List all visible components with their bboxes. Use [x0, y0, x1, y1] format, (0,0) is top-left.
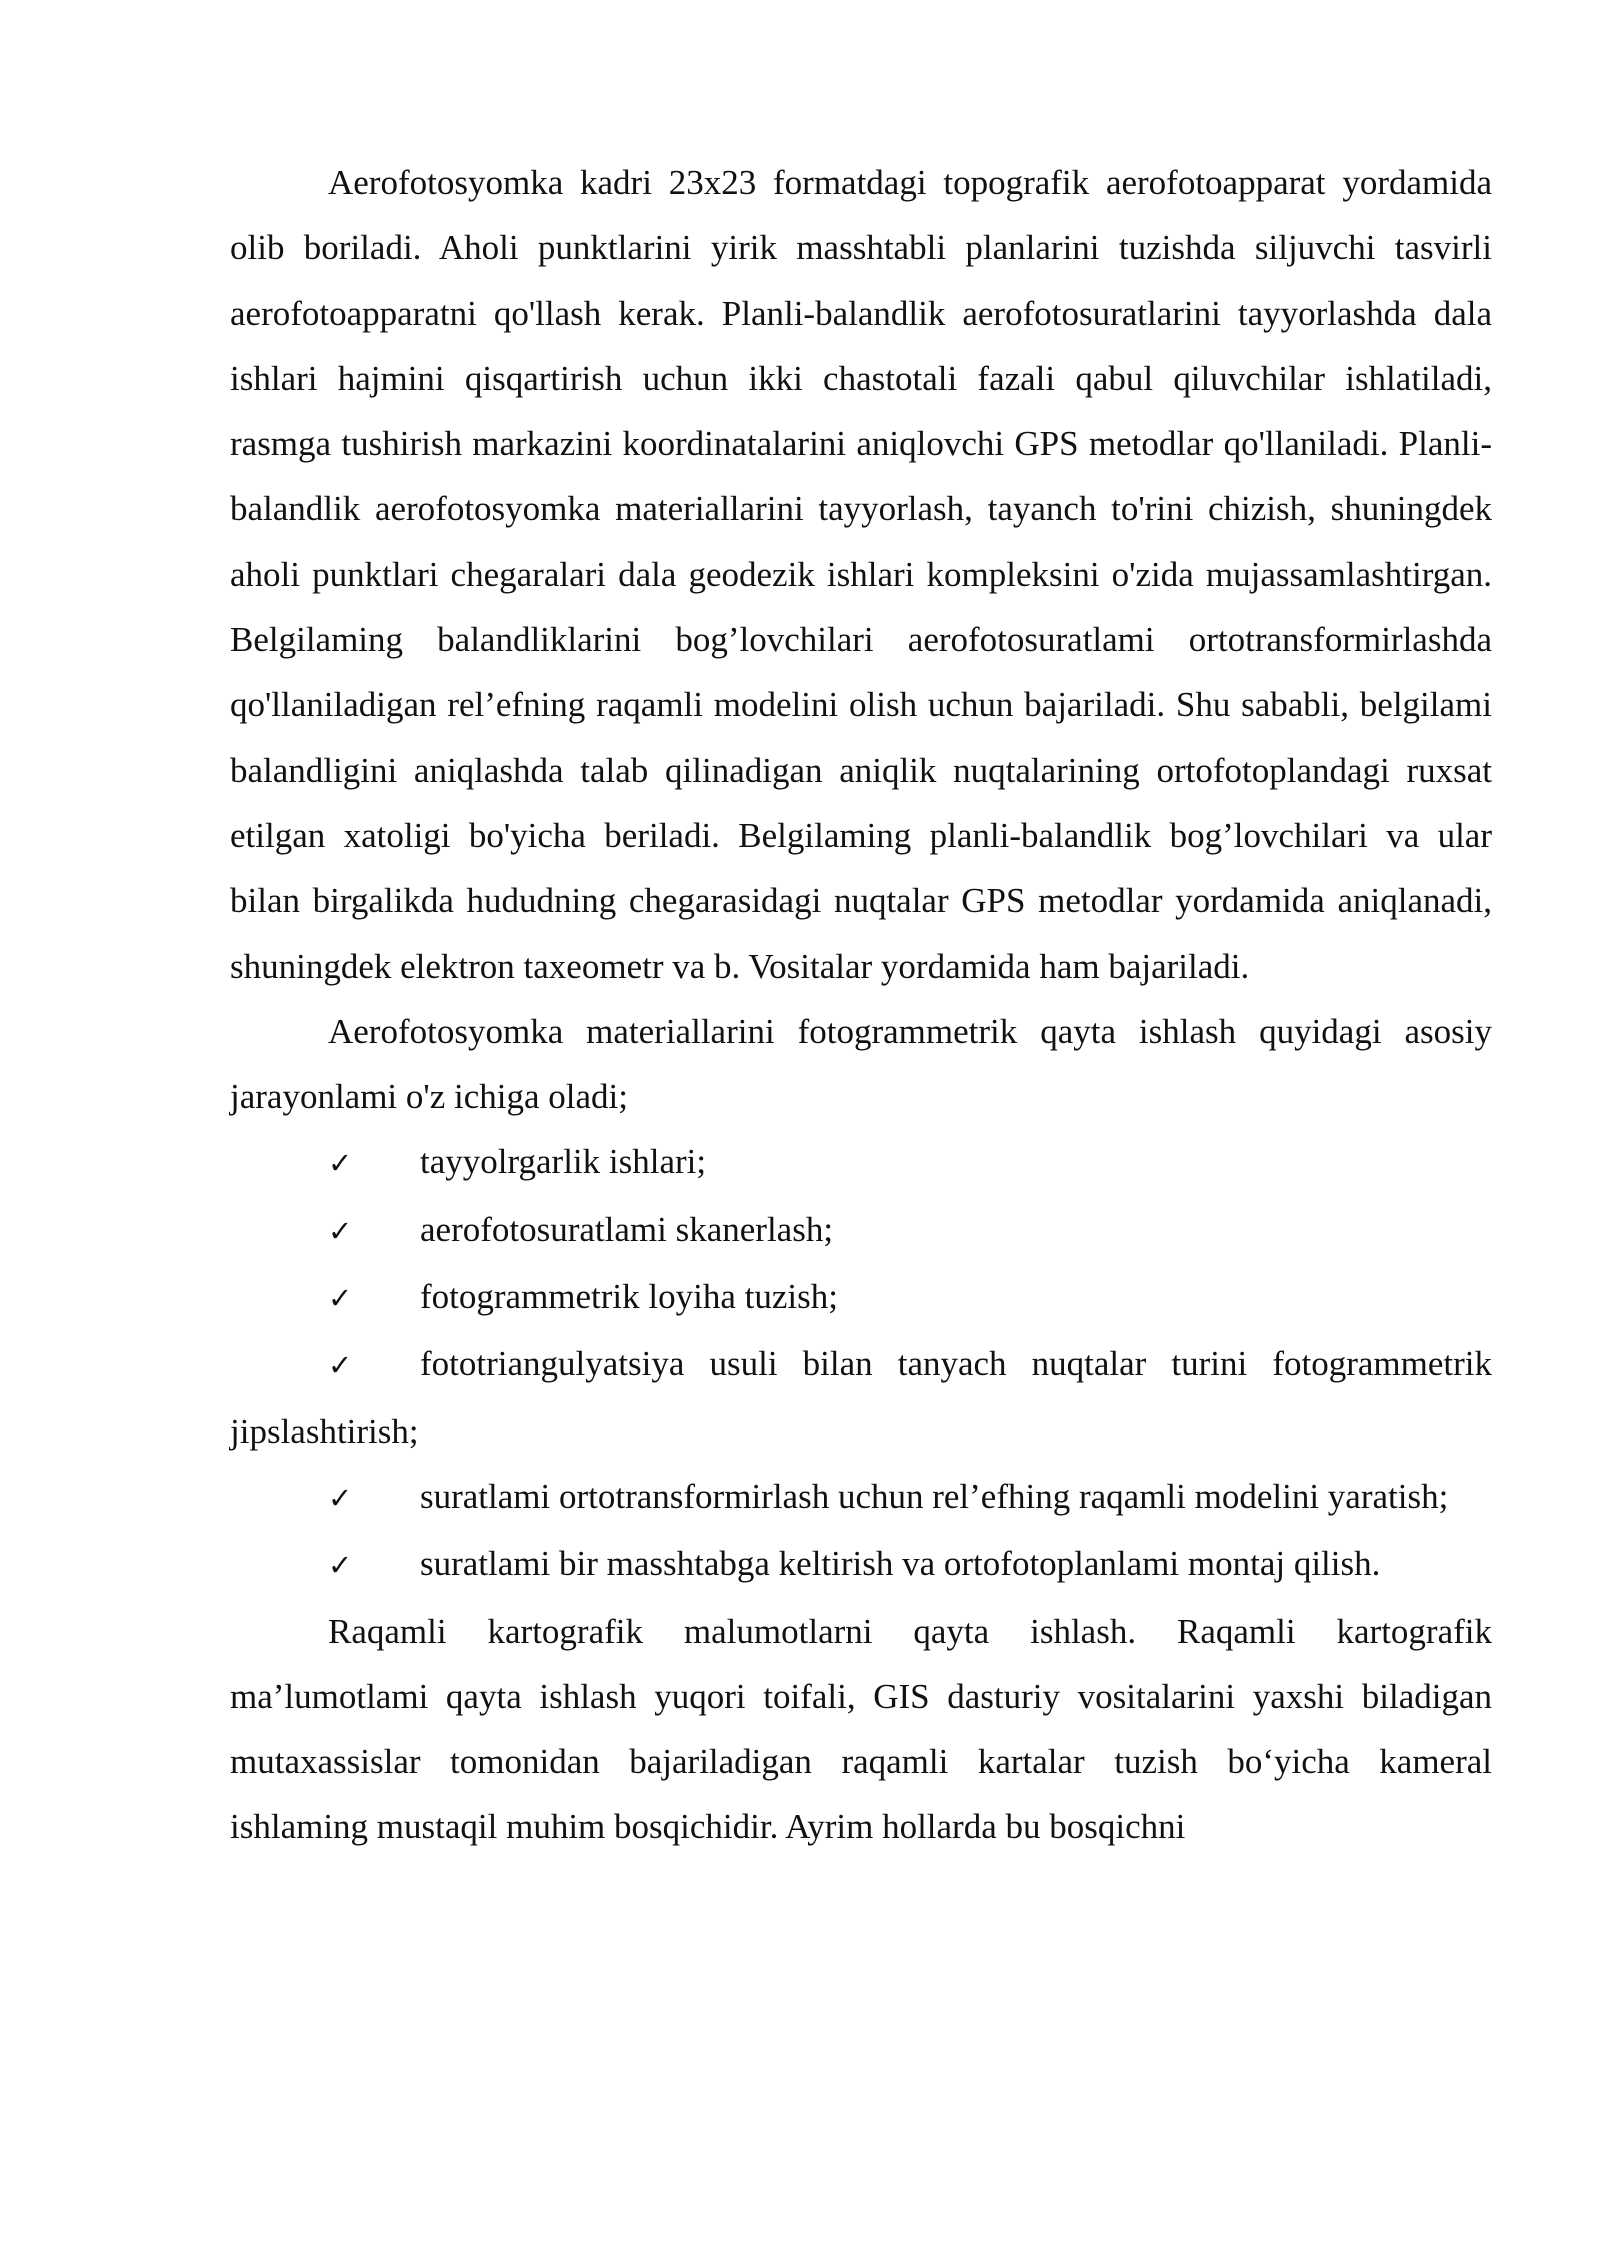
- list-item: [230, 1464, 1492, 1531]
- checkmark-icon: ✓: [328, 1281, 353, 1316]
- list-item: [230, 1264, 1492, 1331]
- list-item-text: suratlami ortotransformirlash uchun rel’efhing raqamli modelini yaratish;: [420, 1476, 1449, 1516]
- body-paragraph: Raqamli kartografik malumotlarni qayta ishlash. Raqamli kartografik ma’lumotlami qayta ishlash yuqori toifali, GIS dasturiy vositalarini yaxshi biladigan mutaxassislar tomonidan bajariladigan raqamli kartalar tuzish bo‘yicha kameral ishlaming mustaqil muhim bosqichidir. Ayrim hollarda bu bosqichni: [230, 1611, 1492, 1847]
- checkmark-icon: ✓: [328, 1548, 353, 1583]
- checkmark-icon: ✓: [328, 1348, 353, 1383]
- list-item: [230, 1331, 1492, 1464]
- body-paragraph: Aerofotosyomka materiallarini fotogrammetrik qayta ishlash quyidagi asosiy jarayonlami o'z ichiga oladi;: [230, 1011, 1492, 1117]
- checkmark-icon: ✓: [328, 1213, 353, 1248]
- list-item-text: tayyolrgarlik ishlari;: [420, 1142, 707, 1182]
- list-item: [230, 1129, 1492, 1196]
- list-item-text: fototriangulyatsiya usuli bilan tanyach nuqtalar turini fotogrammetrik jipslashtirish;: [230, 1344, 1492, 1451]
- list-item-text: suratlami bir masshtabga keltirish va ortofotoplanlami montaj qilish.: [420, 1544, 1381, 1584]
- checkmark-icon: ✓: [328, 1480, 353, 1515]
- list-item: [230, 1531, 1492, 1598]
- list-item-text: aerofotosuratlami skanerlash;: [420, 1209, 834, 1249]
- body-paragraph: Aerofotosyomka kadri 23x23 formatdagi topografik aerofotoapparat yordamida olib boriladi. Aholi punktlarini yirik masshtabli planlarini tuzishda siljuvchi tasvirli aerofotoapparatni qo'llash kerak. Planli-balandlik aerofotosuratlarini tayyorlashda dala ishlari hajmini qisqartirish uchun ikki chastotali fazali qabul qiluvchilar ishlatiladi, rasmga tushirish markazini koordinatalarini aniqlovchi GPS metodlar qo'llaniladi. Planli-balandlik aerofotosyomka materiallarini tayyorlash, tayanch to'rini chizish, shuningdek aholi punktlari chegaralari dala geodezik ishlari kompleksini o'zida mujassamlashtirgan. Belgilaming balandliklarini bog’lovchilari aerofotosuratlami ortotransformirlashda qo'llaniladigan rel’efning raqamli modelini olish uchun bajariladi. Shu sababli, belgilami balandligini aniqlashda talab qilinadigan aniqlik nuqtalarining ortofotoplandagi ruxsat etilgan xatoligi bo'yicha beriladi. Belgilaming planli-balandlik bog’lovchilari va ular bilan birgalikda hududning chegarasidagi nuqtalar GPS metodlar yordamida aniqlanadi, shuningdek elektron taxeometr va b. Vositalar yordamida ham bajariladi.: [230, 163, 1492, 986]
- list-item: [230, 1197, 1492, 1264]
- checklist: [230, 1129, 1492, 1598]
- list-item-text: fotogrammetrik loyiha tuzish;: [420, 1277, 838, 1317]
- document-page: [230, 150, 1492, 1860]
- checkmark-icon: ✓: [328, 1146, 353, 1181]
